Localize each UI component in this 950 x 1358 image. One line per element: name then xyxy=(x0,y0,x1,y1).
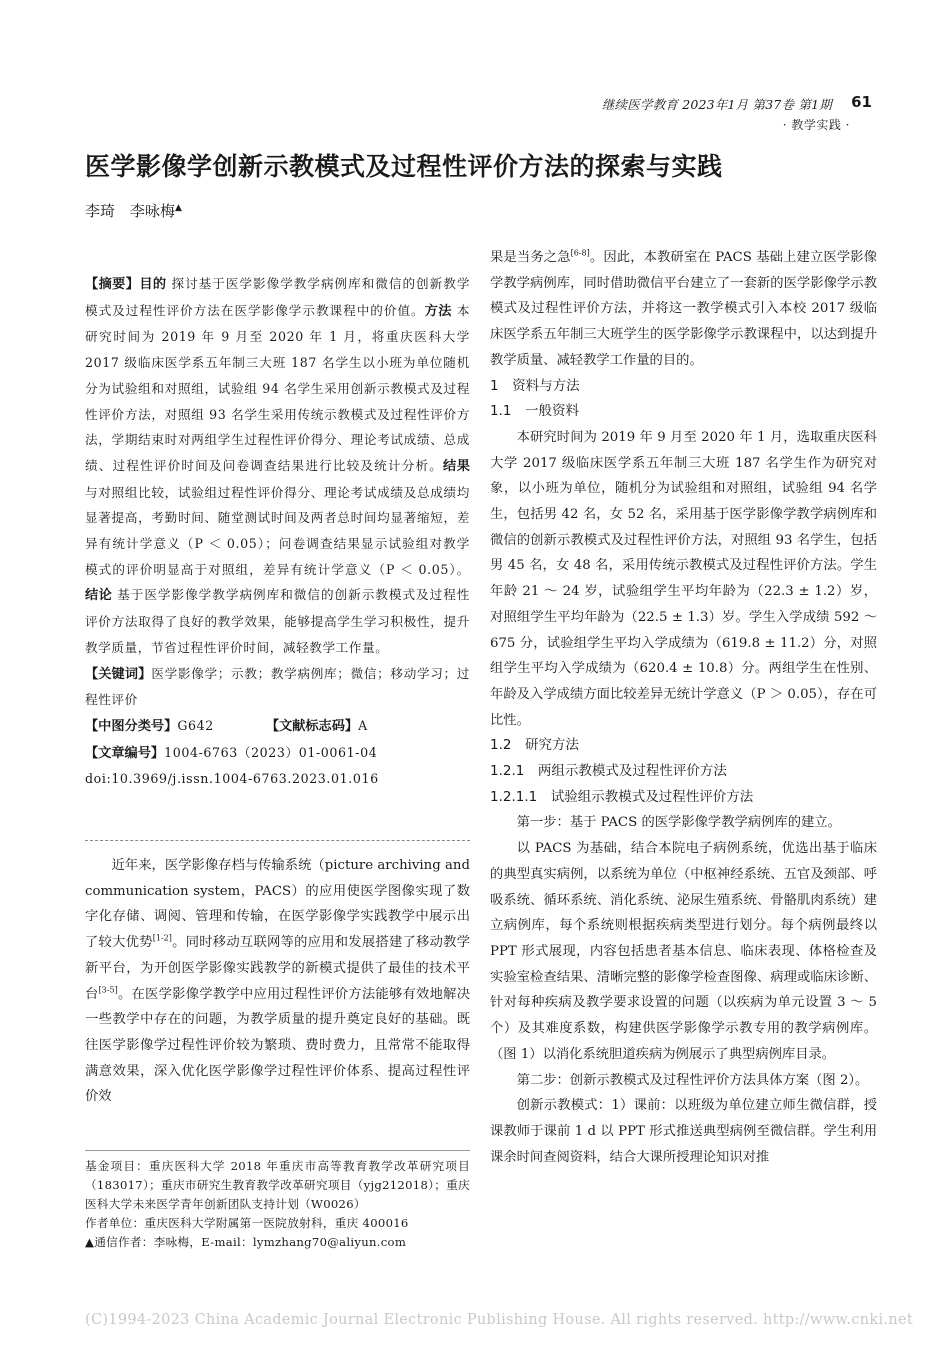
clc-label: 【中图分类号】 xyxy=(85,718,178,734)
keywords-text: 医学影像学；示教；教学病例库；微信；移动学习；过程性评价 xyxy=(85,665,471,708)
classification-line xyxy=(85,713,470,740)
citation: [6-8] xyxy=(570,248,590,258)
article-id-value: 1004-6763（2023）01-0061-04 xyxy=(164,744,378,760)
keywords xyxy=(85,661,470,713)
doc-code-value: A xyxy=(358,717,368,733)
copyright-notice: (C)1994-2023 China Academic Journal Electronic Publishing House. All rights reserved. http://www.cnki.net xyxy=(85,1312,913,1328)
footnote-divider xyxy=(85,1150,470,1151)
abstract xyxy=(85,271,470,661)
funding-note: 基金项目：重庆医科大学 2018 年重庆市高等教育教学改革研究项目（183017）；重庆市研究生教育教学改革研究项目（yjg212018）；重庆医科大学未来医学青年创新团队支持计划（W0026） xyxy=(85,1159,470,1211)
doi: doi:10.3969/j.issn.1004-6763.2023.01.016 xyxy=(85,771,379,787)
section-heading-1-1: 1.1 一般资料 xyxy=(490,403,579,420)
section-heading-1-2: 1.2 研究方法 xyxy=(490,737,579,754)
results-text: 与对照组比较，试验组过程性评价得分、理论考试成绩及总成绩均显著提高，考勤时间、随堂测试时间及两者总时间均显著缩短，差异有统计学意义（P ＜ 0.05）；问卷调查结果显示试验组对教学模式的评价明显高于对照组，差异有统计学意义（P ＜ 0.05）。 xyxy=(85,484,470,577)
author-list xyxy=(85,200,182,221)
results-label: 结果 xyxy=(443,458,470,474)
right-column xyxy=(490,245,877,1170)
section-heading-1-2-1-1: 1.2.1.1 试验组示教模式及过程性评价方法 xyxy=(490,788,754,805)
methods-text: 本研究时间为 2019 年 9 月至 2020 年 1 月，将重庆医科大学 2017 级临床医学系五年制三大班 187 名学生以小班为单位随机分为试验组和对照组，试验组 94 名学生采用创新示教模式及过程性评价方法，对照组 93 名学生采用传统示教模式及过程性评价方法，学期结束时对两组学生过程性评价得分、理论考试成绩、总成绩、过程性评价时间及问卷调查结果进行比较及统计分析。 xyxy=(85,302,471,473)
intro-cont-text-2: 。因此，本教研室在 PACS 基础上建立医学影像学教学病例库，同时借助微信平台建立了一套新的医学影像学示教模式及过程性评价方法，并将这一教学模式引入本校 2017 级临床医学系五年制三大班学生的医学影像学示教课程中，以达到提升教学质量、减轻教学工作量的目的。 xyxy=(490,250,877,368)
column-label: · 教学实践 · xyxy=(782,118,850,132)
intro-text-2: 。同时移动互联网等的应用和发展搭建了移动教学新平台，为开创医学影像实践教学的新模式提供了最佳的技术平台 xyxy=(85,935,471,1002)
methods-label: 方法 xyxy=(424,303,452,319)
clc-value: G642 xyxy=(177,717,214,733)
abstract-label: 【摘要】 xyxy=(85,277,140,292)
section-heading-1: 1 资料与方法 xyxy=(490,377,580,394)
keywords-label: 【关键词】 xyxy=(85,666,152,682)
doc-code-label: 【文献标志码】 xyxy=(265,718,359,734)
intro-text-1: 近年来，医学影像存档与传输系统（picture archiving and communication system，PACS）的应用使医学图像实现了数字化存储、调阅、管理和传输，在医学影像学实践教学中展示出了较大优势 xyxy=(85,858,470,951)
left-column xyxy=(85,271,470,792)
page-number: 61 xyxy=(851,93,872,111)
article-id-line xyxy=(85,740,470,767)
intro-text-3: 。在医学影像学教学中应用过程性评价方法能够有效地解决一些教学中存在的问题，为教学质量的提升奠定良好的基础。既往医学影像学过程性评价较为繁琐、费时费力，且常常不能取得满意效果，深入优化医学影像学过程性评价体系、提高过程性评价效 xyxy=(85,986,471,1105)
affiliation-note: 作者单位：重庆医科大学附属第一医院放射科，重庆 400016 xyxy=(85,1215,409,1230)
article-id-label: 【文章编号】 xyxy=(85,745,165,761)
journal-running-header: 继续医学教育 2023年1月 第37卷 第1期 xyxy=(601,97,832,112)
step1-title: 第一步：基于 PACS 的医学影像学教学病例库的建立。 xyxy=(516,815,841,831)
introduction xyxy=(85,853,470,1110)
conclusion-text: 基于医学影像学教学病例库和微信的创新示教模式及过程性评价方法取得了良好的教学效果，能够提高学生学习积极性，提升教学质量，节省过程性评价时间，减轻教学工作量。 xyxy=(85,587,471,655)
intro-paragraph xyxy=(85,853,470,1110)
corresponding-author-note: ▲通信作者：李咏梅，E-mail：lymzhang70@aliyun.com xyxy=(85,1234,407,1249)
case-library-paragraph: 以 PACS 为基础，结合本院电子病例系统，优选出基于临床的典型真实病例，以系统为单位（中枢神经系统、五官及颈部、呼吸系统、循环系统、消化系统、泌尿生殖系统、骨骼肌肉系统）建立病例库，每个系统则根据疾病类型进行划分。每个病例最终以 PPT 形式展现，内容包括患者基本信息、临床表现、体格检查及实验室检查结果、清晰完整的影像学检查图像、病理或临床诊断、针对每种疾病及教学要求设置的问题（以疾病为单元设置 3 ～ 5 个）及其难度系数，构建供医学影像学示教专用的教学病例库。（图 1）以消化系统胆道疾病为例展示了典型病例库目录。 xyxy=(490,841,877,1062)
corresponding-author-mark: ▲ xyxy=(175,203,182,213)
step2-title: 第二步：创新示教模式及过程性评价方法具体方案（图 2）。 xyxy=(516,1072,869,1088)
general-info-paragraph: 本研究时间为 2019 年 9 月至 2020 年 1 月，选取重庆医科大学 2017 级临床医学系五年制三大班 187 名学生作为研究对象，以小班为单位，随机分为试验组和对照组，试验组 94 名学生，包括男 42 名，女 52 名，采用基于医学影像学教学病例库和微信的创新示教模式及过程性评价方法，对照组 93 名学生，包括男 45 名，女 48 名，采用传统示教模式及过程性评价方法。学生年龄 21 ～ 24 岁，试验组学生平均年龄为（22.3 ± 1.2）岁，对照组学生平均年龄为（22.5 ± 1.3）岁。学生入学成绩 592 ～ 675 分，试验组学生平均入学成绩为（619.8 ± 11.2）分，对照组学生平均入学成绩为（620.4 ± 10.8）分。两组学生在性别、年龄及入学成绩方面比较差异无统计学意义（P ＞ 0.05），存在可比性。 xyxy=(490,429,877,728)
author-names: 李琦 李咏梅 xyxy=(85,202,176,220)
footnotes xyxy=(85,1157,470,1252)
teaching-mode-paragraph: 创新示教模式：1）课前：以班级为单位建立师生微信群，授课教师于课前 1 d 以 PPT 形式推送典型病例至微信群。学生利用课余时间查阅资料，结合大课所授理论知识对推 xyxy=(490,1098,877,1165)
conclusion-label: 结论 xyxy=(85,588,113,604)
intro-continued xyxy=(490,245,877,374)
purpose-label: 目的 xyxy=(139,277,167,292)
intro-cont-text-1: 果是当务之急 xyxy=(490,250,571,265)
citation: [3-5] xyxy=(98,985,118,995)
citation: [1-2] xyxy=(152,933,172,943)
article-title: 医学影像学创新示教模式及过程性评价方法的探索与实践 xyxy=(85,152,723,181)
section-heading-1-2-1: 1.2.1 两组示教模式及过程性评价方法 xyxy=(490,763,727,780)
abstract-divider xyxy=(85,840,470,841)
purpose-text: 探讨基于医学影像学教学病例库和微信的创新教学模式及过程性评价方法在医学影像学示教课程中的价值。 xyxy=(85,276,471,318)
